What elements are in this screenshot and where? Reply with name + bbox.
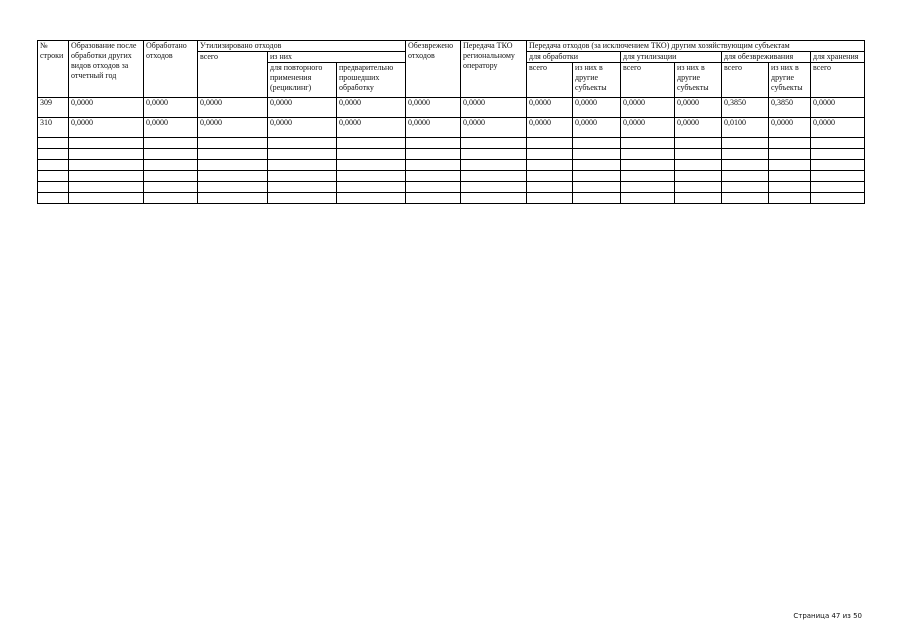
cell-proc-total: 0,0000 <box>527 118 573 138</box>
empty-row <box>38 182 865 193</box>
header-for-processing: для обработки <box>527 52 621 63</box>
header-util-other: из них в другие субъекты <box>675 63 722 98</box>
cell-utiliz-other: 0,0000 <box>675 118 722 138</box>
table-row <box>38 98 865 118</box>
header-proc-other: из них в другие субъекты <box>573 63 621 98</box>
header-neut-other: из них в другие субъекты <box>769 63 811 98</box>
header-tko-transfer: Передача ТКО региональному оператору <box>461 41 527 98</box>
cell-proc-other: 0,0000 <box>573 118 621 138</box>
cell-util-pre: 0,0000 <box>337 118 406 138</box>
cell-proc-total: 0,0000 <box>527 98 573 118</box>
empty-row <box>38 138 865 149</box>
header-transfer-other: Передача отходов (за исключением ТКО) другим хозяйствующим субъектам <box>527 41 865 52</box>
empty-row <box>38 160 865 171</box>
waste-report-table <box>37 40 865 204</box>
cell-tko: 0,0000 <box>461 118 527 138</box>
cell-util-pre: 0,0000 <box>337 98 406 118</box>
header-for-storage: для хранения <box>811 52 865 63</box>
cell-row-no: 310 <box>38 118 69 138</box>
cell-util-total: 0,0000 <box>198 118 268 138</box>
cell-tko: 0,0000 <box>461 98 527 118</box>
cell-proc-other: 0,0000 <box>573 98 621 118</box>
header-util-total: всего <box>621 63 675 98</box>
header-utilized: Утилизировано отходов <box>198 41 406 52</box>
page-number: Страница 47 из 50 <box>793 612 862 620</box>
header-utilized-total: всего <box>198 52 268 98</box>
cell-row-no: 309 <box>38 98 69 118</box>
header-storage-total: всего <box>811 63 865 98</box>
header-proc-total: всего <box>527 63 573 98</box>
header-formation: Образование после обработки других видов отходов за отчетный год <box>69 41 144 98</box>
empty-row <box>38 149 865 160</box>
cell-util-reuse: 0,0000 <box>268 118 337 138</box>
header-preprocessed: предварительно прошедших обработку <box>337 63 406 98</box>
header-of-them: из них <box>268 52 406 63</box>
header-reuse: для повторного применения (рециклинг) <box>268 63 337 98</box>
header-neutralized: Обезврежено отходов <box>406 41 461 98</box>
header-row-1 <box>38 41 865 52</box>
cell-util-total: 0,0000 <box>198 98 268 118</box>
cell-storage-total: 0,0000 <box>811 98 865 118</box>
empty-row <box>38 193 865 204</box>
cell-neut-other: 0,0000 <box>769 118 811 138</box>
cell-neut-total: 0,0100 <box>722 118 769 138</box>
header-neut-total: всего <box>722 63 769 98</box>
cell-util-reuse: 0,0000 <box>268 98 337 118</box>
cell-formation: 0,0000 <box>69 118 144 138</box>
cell-processed: 0,0000 <box>144 98 198 118</box>
cell-neutralized: 0,0000 <box>406 98 461 118</box>
table-row <box>38 118 865 138</box>
cell-neutralized: 0,0000 <box>406 118 461 138</box>
cell-utiliz-total: 0,0000 <box>621 118 675 138</box>
header-row-no: № строки <box>38 41 69 98</box>
cell-storage-total: 0,0000 <box>811 118 865 138</box>
cell-neut-total: 0,3850 <box>722 98 769 118</box>
header-for-neutralization: для обезвреживания <box>722 52 811 63</box>
cell-utiliz-total: 0,0000 <box>621 98 675 118</box>
cell-neut-other: 0,3850 <box>769 98 811 118</box>
cell-processed: 0,0000 <box>144 118 198 138</box>
cell-formation: 0,0000 <box>69 98 144 118</box>
header-processed: Обработано отходов <box>144 41 198 98</box>
cell-utiliz-other: 0,0000 <box>675 98 722 118</box>
header-for-utilization: для утилизации <box>621 52 722 63</box>
empty-row <box>38 171 865 182</box>
